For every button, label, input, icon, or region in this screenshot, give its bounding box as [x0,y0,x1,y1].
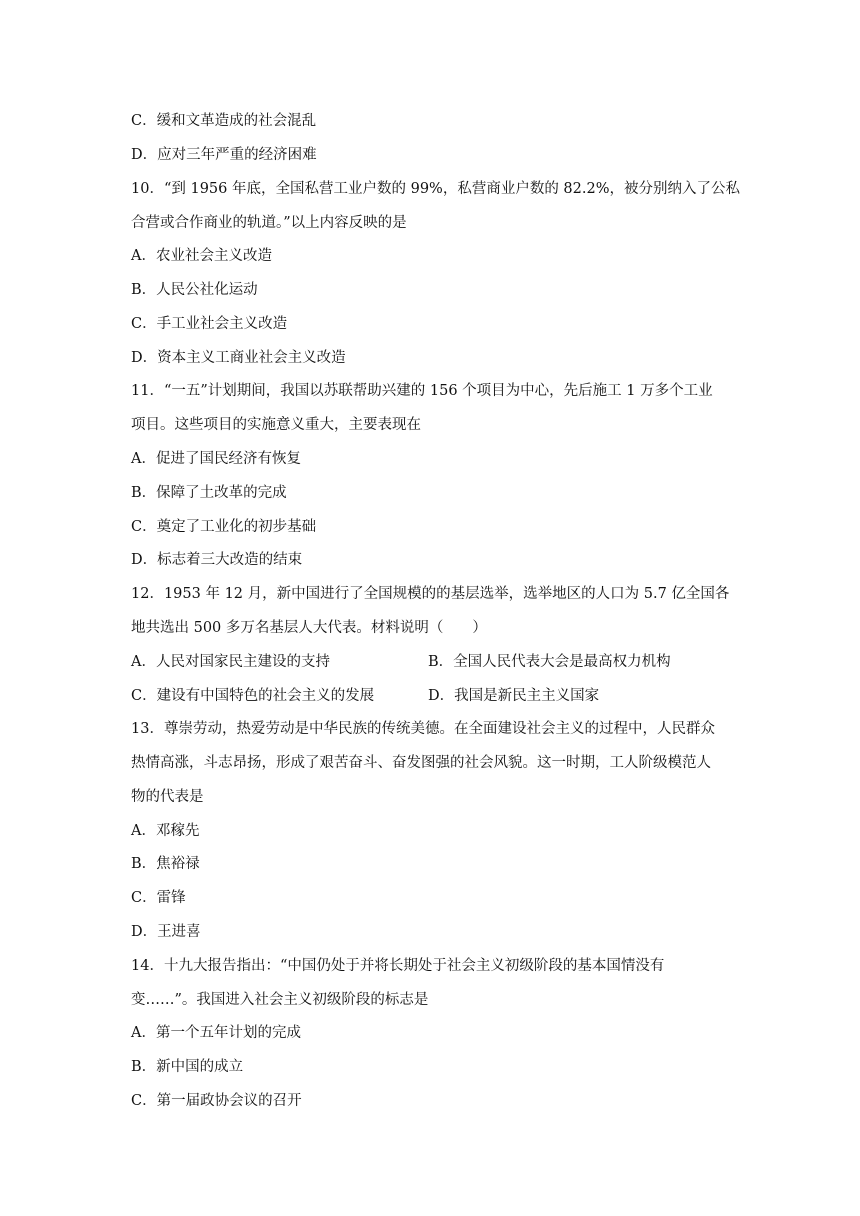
q12-stem-line-2: 地共选出 500 多万名基层人大代表。材料说明（ ） [131,620,487,636]
q12-option-c: C．建设有中国特色的社会主义的发展 [131,688,375,704]
q11-stem-line-2: 项目。这些项目的实施意义重大，主要表现在 [131,417,421,433]
q10-option-a: A．农业社会主义改造 [131,248,272,264]
q14-stem-line-2: 变……”。我国进入社会主义初级阶段的标志是 [131,992,429,1008]
q10-option-d: D．资本主义工商业社会主义改造 [131,350,346,366]
q13-stem-line-2: 热情高涨，斗志昂扬，形成了艰苦奋斗、奋发图强的社会风貌。这一时期，工人阶级模范人 [131,755,711,771]
q11-stem-line-1: 11．“一五”计划期间，我国以苏联帮助兴建的 156 个项目为中心，先后施工 1 万多个工业 [131,383,713,399]
q13-stem-line-3: 物的代表是 [131,789,204,805]
q11-option-c: C．奠定了工业化的初步基础 [131,519,317,535]
q12-stem-line-1: 12．1953 年 12 月，新中国进行了全国规模的的基层选举，选举地区的人口为 5.7 亿全国各 [131,586,730,602]
q11-option-a: A．促进了国民经济有恢复 [131,451,301,467]
q13-option-a: A．邓稼先 [131,823,200,839]
q13-option-c: C．雷锋 [131,890,186,906]
q10-option-b: B．人民公社化运动 [131,282,258,298]
q14-option-a: A．第一个五年计划的完成 [131,1025,301,1041]
q14-stem-line-1: 14．十九大报告指出：“中国仍处于并将长期处于社会主义初级阶段的基本国情没有 [131,958,665,974]
q11-option-d: D．标志着三大改造的结束 [131,552,303,568]
q10-stem-line-2: 合营或合作商业的轨道。”以上内容反映的是 [131,215,407,231]
q12-options-row-1 [131,652,671,672]
q11-option-b: B．保障了土改革的完成 [131,485,287,501]
q12-option-d: D．我国是新民主主义国家 [428,688,600,704]
q9-option-d: D．应对三年严重的经济困难 [131,147,317,163]
q14-option-b: B．新中国的成立 [131,1059,244,1075]
q13-option-d: D．王进喜 [131,924,201,940]
q13-stem-line-1: 13．尊崇劳动，热爱劳动是中华民族的传统美德。在全面建设社会主义的过程中，人民群众 [131,721,715,737]
q9-option-c: C．缓和文革造成的社会混乱 [131,113,317,129]
q12-option-b: B．全国人民代表大会是最高权力机构 [428,654,671,670]
q12-option-a: A．人民对国家民主建设的支持 [131,654,330,670]
q10-stem-line-1: 10．“到 1956 年底，全国私营工业户数的 99%，私营商业户数的 82.2%，被分别纳入了公私 [131,181,740,197]
q10-option-c: C．手工业社会主义改造 [131,316,288,332]
q12-options-row-2 [131,686,600,706]
q13-option-b: B．焦裕禄 [131,856,200,872]
q14-option-c: C．第一届政协会议的召开 [131,1093,302,1109]
